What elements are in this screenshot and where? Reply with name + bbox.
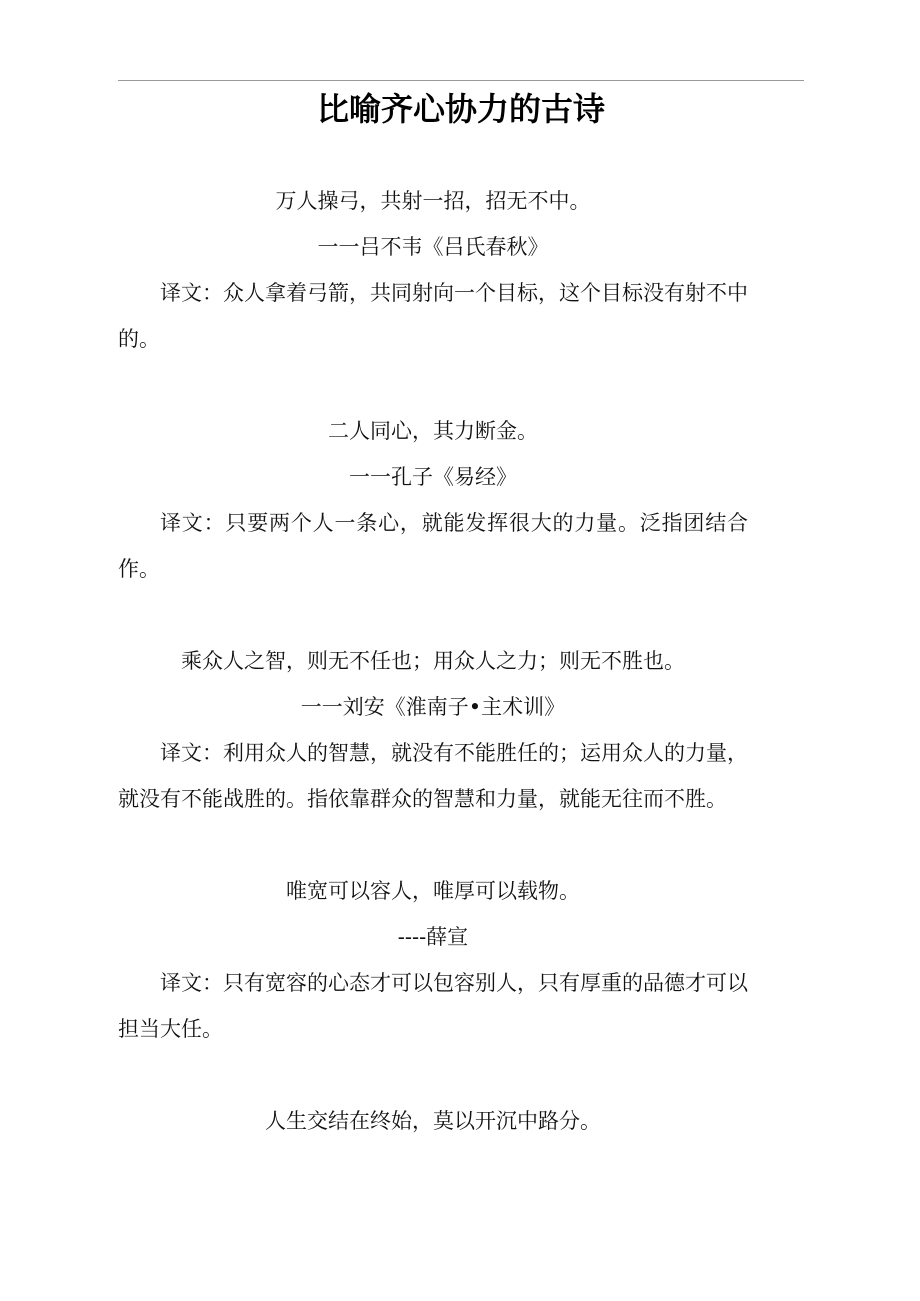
verse-translation: 译文：利用众人的智慧，就没有不能胜任的；运用众人的力量，就没有不能战胜的。指依靠群众的智慧和力量，就能无往而不胜。 [118,741,748,811]
verse-line: 乘众人之智，则无不任也；用众人之力；则无不胜也。 [181,649,685,673]
poem-entry-2 [118,408,748,592]
verse-line: 二人同心，其力断金。 [328,419,538,443]
poem-entry-3 [118,638,748,822]
verse-translation: 译文：只有宽容的心态才可以包容别人，只有厚重的品德才可以担当大任。 [118,971,748,1041]
verse-source: 一一孔子《易经》 [349,465,517,489]
verse-line: 万人操弓，共射一招，招无不中。 [275,189,591,213]
header-rule [118,80,804,81]
verse-translation: 译文：众人拿着弓箭，共同射向一个目标，这个目标没有射不中的。 [118,281,748,351]
entry-gap [118,1052,748,1098]
poem-entry-4 [118,868,748,1052]
verse-line: 人生交结在终始，莫以开沉中路分。 [265,1109,601,1133]
entry-gap [118,362,748,408]
verse-source: 一一刘安《淮南子•主术训》 [300,695,566,719]
poem-entry-1 [118,178,748,362]
verse-source: 一一吕不韦《吕氏春秋》 [317,235,549,259]
verse-translation: 译文：只要两个人一条心，就能发挥很大的力量。泛指团结合作。 [118,511,748,581]
entry-gap [118,592,748,638]
verse-source: ----薛宣 [397,925,469,949]
page-title: 比喻齐心协力的古诗 [316,90,605,128]
verse-line: 唯宽可以容人，唯厚可以载物。 [286,879,580,903]
entry-gap [118,822,748,868]
poem-entry-5 [118,1098,748,1144]
document-body [118,178,748,1144]
